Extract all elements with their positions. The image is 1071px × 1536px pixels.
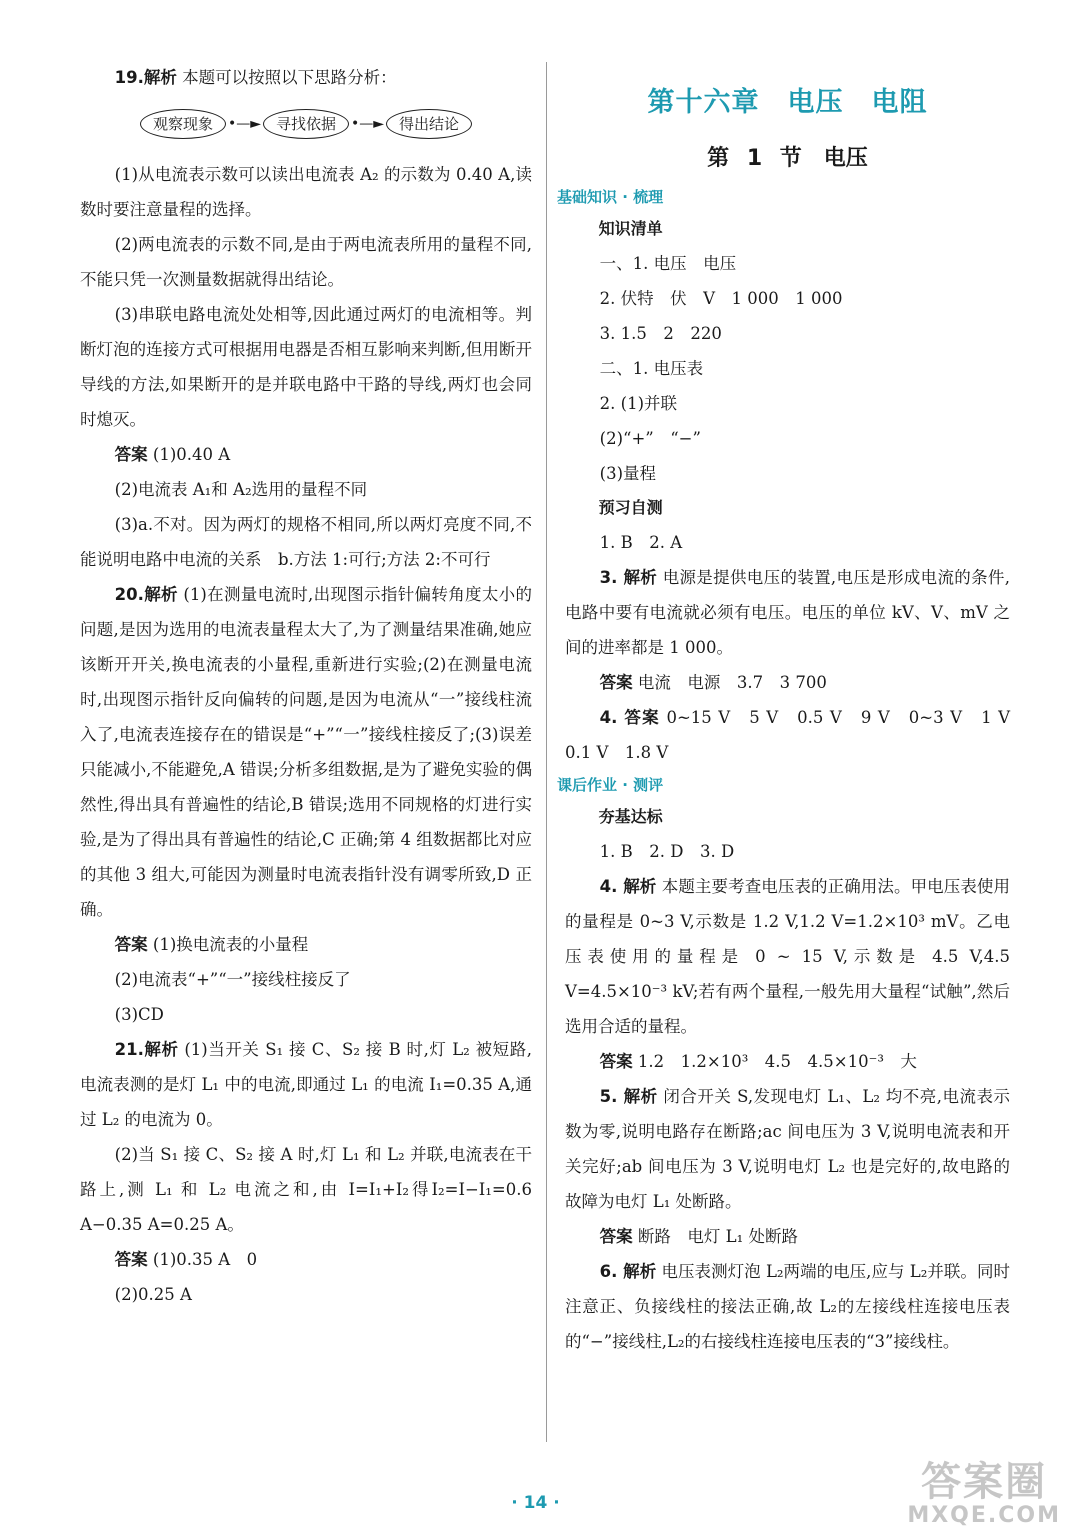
page-number: · 14 ·: [511, 1493, 560, 1513]
q19-intro: 19.解析 本题可以按照以下思路分析：: [114, 68, 397, 87]
q19-answer-2: (2)电流表 A₁和 A₂选用的量程不同: [114, 480, 368, 499]
q19-answer-1: 答案 (1)0.40 A: [114, 445, 231, 464]
homework-q4: 4. 解析 本题主要考查电压表的正确用法。甲电压表使用的量程是 0~3 V,示数是 1.2 V,1.2 V=1.2×10³ mV。乙电压表使用的量程是 0 ~ 15 V,示数是 4.5 V,4.5 V=4.5×10⁻³ kV;若有两个量程,一般先用大量程“试触”,然后选用合适的量程。: [565, 877, 1011, 1036]
flow-step-2: 寻找依据: [263, 109, 349, 139]
q19-answer-3: (3)a.不对。因为两灯的规格不相同,所以两灯亮度不同,不能说明电路中电流的关系 b.方法 1:可行;方法 2:不可行: [80, 515, 532, 569]
preview-q3-answer: 答案 电流 电源 3.7 3 700: [599, 673, 827, 692]
q20-answer-2: (2)电流表“+”“一”接线柱接反了: [114, 970, 351, 989]
q21-answer-2: (2)0.25 A: [114, 1285, 192, 1304]
arrow-icon: •—►: [227, 116, 261, 132]
q21-p1: 21.解析 (1)当开关 S₁ 接 C、S₂ 接 B 时,灯 L₂ 被短路,电流表测的是灯 L₁ 中的电流,即通过 L₁ 的电流 I₁=0.35 A,通过 L₂ 的电流为 0。: [80, 1040, 532, 1129]
homework-q5-answer: 答案 断路 电灯 L₁ 处断路: [599, 1227, 798, 1246]
section-tag-homework: 课后作业 · 测评: [557, 776, 664, 794]
list-item: 二、1. 电压表: [599, 359, 704, 378]
section-tag-basics: 基础知识 · 梳理: [557, 188, 664, 206]
list-item: 一、1. 电压 电压: [599, 254, 737, 273]
right-column: [557, 60, 1027, 1359]
subheading-checklist: 知识清单: [598, 219, 663, 238]
q20-answer-3: (3)CD: [114, 1005, 164, 1024]
column-divider: [546, 62, 547, 1442]
preview-q4: 4. 答案 0~15 V 5 V 0.5 V 9 V 0~3 V 1 V 0.1 V 1.8 V: [565, 708, 1027, 762]
watermark-logo: 答案圈 MXQE.COM: [907, 1459, 1061, 1528]
list-item: (2)“+” “−”: [599, 429, 701, 448]
list-item: 2. 伏特 伏 V 1 000 1 000: [599, 289, 843, 308]
preview-q3: 3. 解析 电源是提供电压的装置,电压是形成电流的条件,电路中要有电流就必须有电压。电压的单位 kV、V、mV 之间的进率都是 1 000。: [565, 568, 1010, 657]
q19-p2: (2)两电流表的示数不同,是由于两电流表所用的量程不同,不能只凭一次测量数据就得出结论。: [80, 235, 532, 289]
flow-step-1: 观察现象: [140, 109, 226, 139]
preview-answers: 1. B 2. A: [599, 533, 683, 552]
subheading-preview: 预习自测: [598, 498, 663, 517]
section-title: 第 1 节 电压: [707, 146, 868, 171]
list-item: (3)量程: [599, 464, 657, 483]
q20-answer-1: 答案 (1)换电流表的小量程: [114, 935, 309, 954]
q19-p3: (3)串联电路电流处处相等,因此通过两灯的电流相等。判断灯泡的连接方式可根据用电器是否相互影响来判断,但用断开导线的方法,如果断开的是并联电路中干路的导线,两灯也会同时熄灭。: [80, 305, 532, 429]
arrow-icon: •—►: [351, 116, 385, 132]
list-item: 3. 1.5 2 220: [599, 324, 722, 343]
analysis-flow-diagram: [80, 109, 532, 139]
list-item: 2. (1)并联: [599, 394, 678, 413]
chapter-title: 第十六章 电压 电阻: [647, 87, 928, 118]
q20-analysis: 20.解析 (1)在测量电流时,出现图示指针偏转角度太小的问题,是因为选用的电流表量程太大了,为了测量结果准确,她应该断开开关,换电流表的小量程,重新进行实验;(2)在测量电流时,出现图示指针反向偏转的问题,是因为电流从“一”接线柱流入了,电流表连接存在的错误是“+”“一”接线柱接反了;(3)误差只能减小,不能避免,A 错误;分析多组数据,是为了避免实验的偶然性,得出具有普遍性的结论,B 错误;选用不同规格的灯进行实验,是为了得出具有普遍性的结论,C 正确;第 4 组数据都比对应的其他 3 组大,可能因为测量时电流表指针没有调零所致,D 正确。: [80, 585, 532, 919]
q21-p2: (2)当 S₁ 接 C、S₂ 接 A 时,灯 L₁ 和 L₂ 并联,电流表在干路上,测 L₁ 和 L₂ 电流之和,由 I=I₁+I₂得I₂=I−I₁=0.6 A−0.35 A=0.25 A。: [80, 1145, 532, 1234]
flow-step-3: 得出结论: [386, 109, 472, 139]
q19-p1: (1)从电流表示数可以读出电流表 A₂ 的示数为 0.40 A,读数时要注意量程的选择。: [80, 165, 532, 219]
subheading-basic-practice: 夯基达标: [598, 807, 663, 826]
q21-answer-1: 答案 (1)0.35 A 0: [114, 1250, 258, 1269]
homework-q4-answer: 答案 1.2 1.2×10³ 4.5 4.5×10⁻³ 大: [599, 1052, 917, 1071]
homework-q6: 6. 解析 电压表测灯泡 L₂两端的电压,应与 L₂并联。同时注意正、负接线柱的接法正确,故 L₂的左接线柱连接电压表的“−”接线柱,L₂的右接线柱连接电压表的“3”接线柱。: [565, 1262, 1010, 1351]
homework-q5: 5. 解析 闭合开关 S,发现电灯 L₁、L₂ 均不亮,电流表示数为零,说明电路存在断路;ac 间电压为 3 V,说明电流表和开关完好;ab 间电压为 3 V,说明电灯 L₂ 也是完好的,故电路的故障为电灯 L₁ 处断路。: [565, 1087, 1010, 1211]
left-column: [80, 60, 532, 1312]
homework-answers: 1. B 2. D 3. D: [599, 842, 735, 861]
